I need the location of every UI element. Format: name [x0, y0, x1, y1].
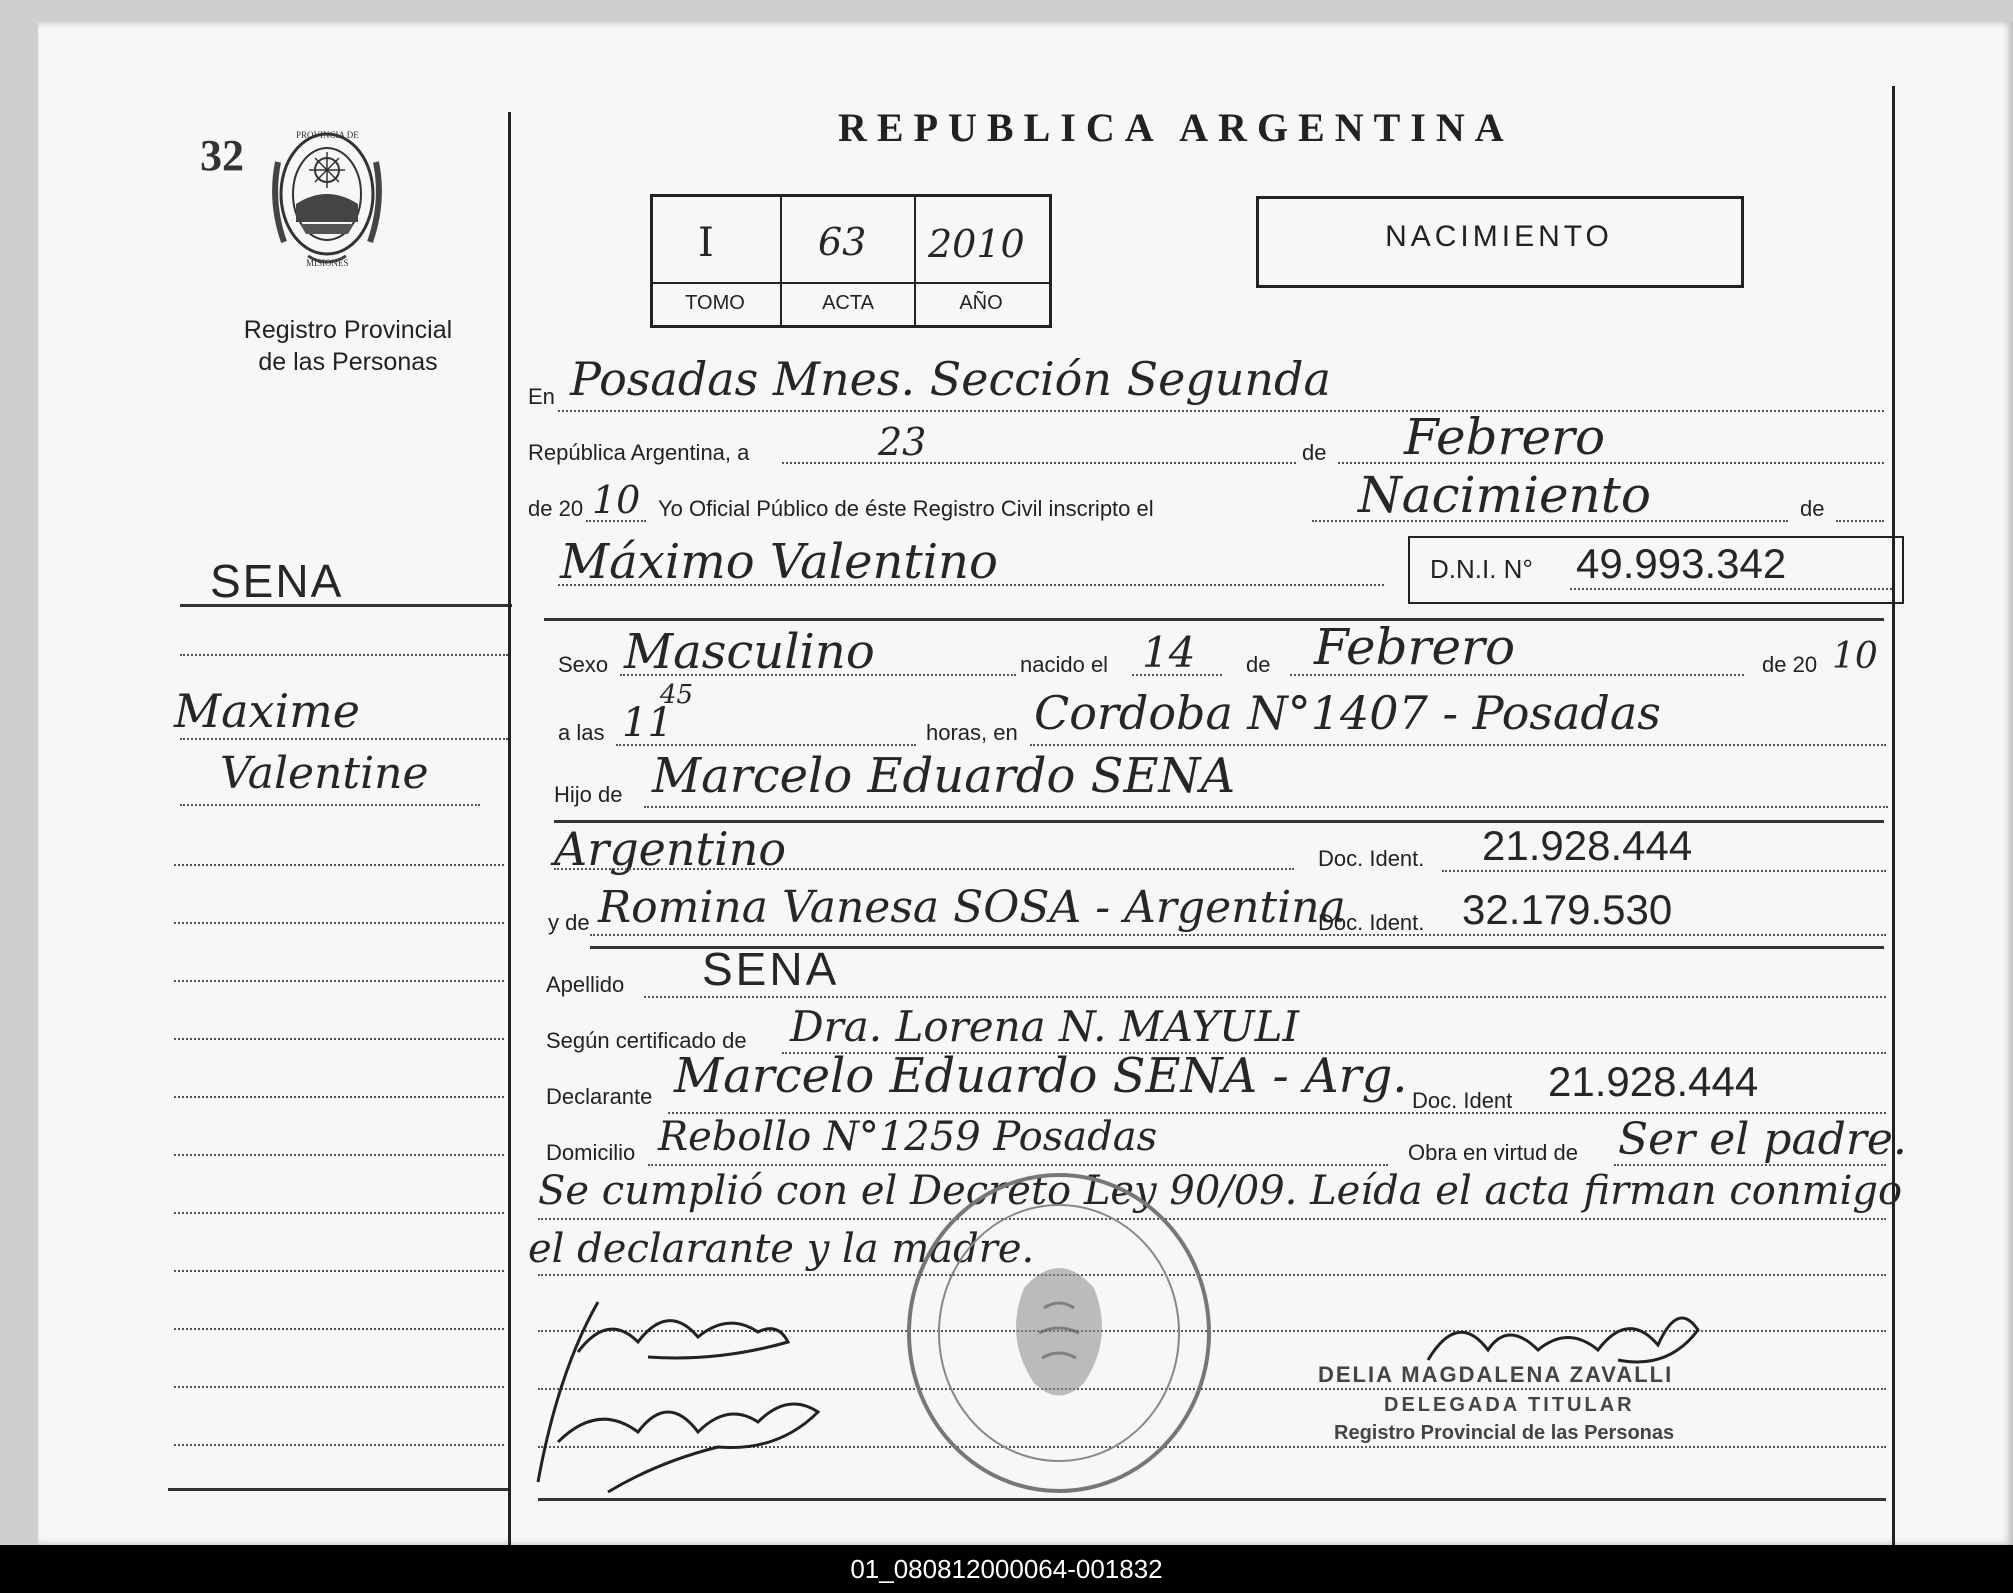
anio-value: 2010 — [928, 222, 1025, 266]
declarante-doc: 21.928.444 — [1548, 1058, 1759, 1105]
year-prefix: de 20 — [528, 496, 584, 521]
minutes-value: 45 — [660, 680, 694, 710]
registry-name-line1: Registro Provincial — [243, 316, 453, 344]
doc-label-1: Doc. Ident. — [1318, 846, 1425, 871]
mother-line — [590, 934, 1886, 936]
official-seal-stamp-icon — [894, 1168, 1224, 1498]
year-line — [586, 520, 646, 522]
margin-line-8 — [174, 1038, 504, 1040]
month-value: Febrero — [1404, 408, 1606, 466]
de-label-2: de — [1800, 496, 1825, 521]
father-doc-line — [1442, 870, 1886, 872]
tomo-label: TOMO — [685, 292, 745, 314]
stamp-official-name: DELIA MAGDALENA ZAVALLI — [1318, 1362, 1674, 1387]
apellido-label: Apellido — [546, 972, 625, 997]
nacido-label: nacido el — [1020, 652, 1109, 677]
de-label-3: de — [1246, 652, 1271, 677]
page-number: 32 — [200, 131, 244, 180]
note-line-1: Se cumplió con el Decreto Ley 90/09. Leída el acta firman conmigo — [538, 1168, 1903, 1214]
tomo-value: I — [698, 220, 714, 266]
stamp-official-office: Registro Provincial de las Personas — [1334, 1422, 1675, 1444]
birth-year-prefix: de 20 — [1762, 652, 1818, 677]
margin-line-15 — [174, 1444, 504, 1446]
en-value: Posadas Mnes. Sección Segunda — [570, 352, 1331, 406]
apellido-value: SENA — [702, 943, 840, 995]
margin-line-9 — [174, 1096, 504, 1098]
act-table-divider-h — [650, 282, 1049, 284]
certificado-value: Dra. Lorena N. MAYULI — [790, 1002, 1300, 1051]
act-type: NACIMIENTO — [1385, 220, 1613, 253]
declarante-value: Marcelo Eduardo SENA - Arg. — [674, 1048, 1408, 1104]
main-frame-right — [1892, 86, 1895, 1545]
margin-line-14 — [174, 1386, 504, 1388]
child-name-line — [558, 584, 1384, 586]
margin-given-name-1: Maxime — [174, 684, 361, 738]
horas-label: horas, en — [926, 720, 1018, 745]
birth-day: 14 — [1142, 628, 1196, 677]
child-name-value: Máximo Valentino — [560, 534, 998, 590]
certificado-label: Según certificado de — [546, 1028, 747, 1053]
margin-line-6 — [174, 922, 504, 924]
doc-label-3: Doc. Ident — [1412, 1088, 1513, 1113]
margin-line-12 — [174, 1270, 504, 1272]
birth-month: Febrero — [1314, 618, 1516, 676]
obra-line — [1614, 1164, 1886, 1166]
mother-value: Romina Vanesa SOSA - Argentina — [598, 882, 1346, 933]
stamp-official-role: DELEGADA TITULAR — [1384, 1394, 1635, 1416]
dni-label: D.N.I. N° — [1430, 554, 1533, 584]
margin-line-4 — [180, 804, 480, 806]
obra-value: Ser el padre. — [1618, 1114, 1907, 1165]
margin-line-2 — [180, 654, 508, 656]
birth-year: 10 — [1832, 636, 1878, 677]
hour-value: 11 — [622, 700, 673, 746]
domicilio-label: Domicilio — [546, 1140, 636, 1165]
document-page — [38, 22, 2013, 1545]
de-label-1: de — [1302, 440, 1327, 465]
alas-label: a las — [558, 720, 605, 745]
declarant-signature-icon — [518, 1282, 898, 1522]
yde-label: y de — [548, 910, 590, 935]
obra-label: Obra en virtud de — [1408, 1140, 1578, 1165]
seal-text-bottom: MISIONES — [306, 258, 349, 268]
oficial-label: Yo Oficial Público de éste Registro Civil inscripto el — [658, 496, 1154, 521]
en-line — [558, 410, 1884, 412]
margin-line-13 — [174, 1328, 504, 1330]
father-nationality: Argentino — [554, 822, 787, 876]
margin-surname: SENA — [210, 555, 344, 607]
birth-month-line — [1290, 674, 1744, 676]
dni-value: 49.993.342 — [1576, 540, 1787, 587]
father-line — [644, 806, 1888, 808]
de-tail-line — [1836, 520, 1884, 522]
father-value: Marcelo Eduardo SENA — [652, 748, 1236, 804]
dni-line — [1570, 588, 1892, 590]
mother-doc: 32.179.530 — [1462, 886, 1673, 933]
domicilio-value: Rebollo N°1259 Posadas — [658, 1114, 1158, 1160]
place-line — [1030, 744, 1886, 746]
doc-label-2: Doc. Ident. — [1318, 910, 1425, 935]
margin-rule-bottom — [168, 1488, 508, 1491]
seal-text-top: PROVINCIA DE — [296, 130, 359, 140]
margin-line-11 — [174, 1212, 504, 1214]
note-line-2: el declarante y la madre. — [528, 1226, 1035, 1272]
hijo-label: Hijo de — [554, 782, 623, 807]
apellido-line — [644, 996, 1886, 998]
country-heading: REPUBLICA ARGENTINA — [838, 105, 1514, 150]
registry-name-line2: de las Personas — [258, 348, 438, 376]
place-value: Cordoba N°1407 - Posadas — [1034, 686, 1661, 740]
sexo-label: Sexo — [558, 652, 609, 677]
acta-value: 63 — [818, 220, 867, 264]
inscripto-value: Nacimiento — [1358, 466, 1651, 524]
footer-code: 01_080812000064-001832 — [0, 1545, 2013, 1593]
hour-line — [616, 744, 916, 746]
sexo-line — [620, 674, 1016, 676]
domicilio-line — [648, 1164, 1388, 1166]
margin-rule-1 — [180, 604, 512, 607]
anio-label: AÑO — [959, 292, 1003, 314]
day-value: 23 — [878, 420, 927, 464]
republica-label: República Argentina, a — [528, 440, 750, 465]
province-seal-icon — [268, 122, 386, 274]
main-frame-left — [508, 112, 511, 1545]
father-nationality-line — [554, 868, 1294, 870]
year-value: 10 — [592, 478, 641, 522]
sexo-value: Masculino — [624, 624, 875, 680]
acta-label: ACTA — [822, 292, 874, 314]
en-label: En — [528, 384, 555, 409]
declarante-label: Declarante — [546, 1084, 653, 1109]
margin-line-7 — [174, 980, 504, 982]
margin-line-5 — [174, 864, 504, 866]
margin-line-3 — [180, 738, 508, 740]
birth-day-line — [1132, 674, 1222, 676]
day-line — [782, 462, 1296, 464]
father-doc: 21.928.444 — [1482, 822, 1693, 869]
margin-line-10 — [174, 1154, 504, 1156]
margin-given-name-2: Valentine — [220, 748, 429, 799]
separator-rule-1 — [544, 618, 1884, 621]
